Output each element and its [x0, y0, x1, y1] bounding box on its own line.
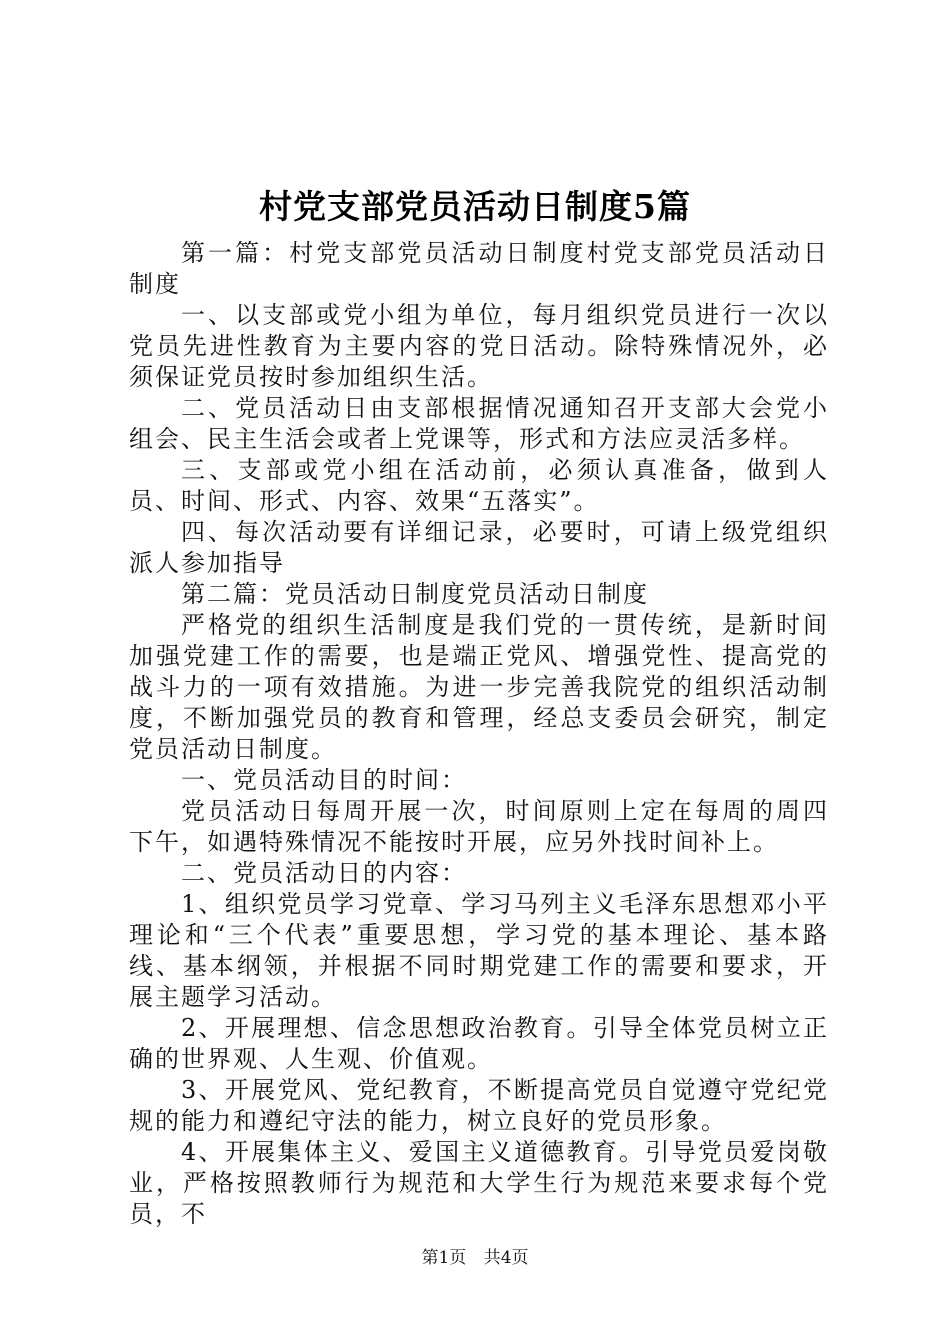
paragraph: 第一篇：村党支部党员活动日制度村党支部党员活动日制度 [129, 239, 829, 298]
paragraph: 二、党员活动日由支部根据情况通知召开支部大会党小组会、民主生活会或者上党课等，形式和方法应灵活多样。 [129, 394, 829, 453]
paragraph: 三、支部或党小组在活动前，必须认真准备，做到人员、时间、形式、内容、效果“五落实”。 [129, 456, 829, 515]
paragraph: 3、开展党风、党纪教育，不断提高党员自觉遵守党纪党规的能力和遵纪守法的能力，树立良好的党员形象。 [129, 1076, 829, 1135]
paragraph: 1、组织党员学习党章、学习马列主义毛泽东思想邓小平理论和“三个代表”重要思想，学习党的基本理论、基本路线、基本纲领，并根据不同时期党建工作的需要和要求，开展主题学习活动。 [129, 890, 829, 1011]
paragraph: 一、党员活动目的时间： [181, 766, 467, 794]
document-title: 村党支部党员活动日制度5篇 [259, 187, 691, 226]
paragraph: 第二篇：党员活动日制度党员活动日制度 [181, 580, 649, 608]
paragraph: 严格党的组织生活制度是我们党的一贯传统，是新时间加强党建工作的需要，也是端正党风、增强党性、提高党的战斗力的一项有效措施。为进一步完善我院党的组织活动制度，不断加强党员的教育和管理，经总支委员会研究，制定党员活动日制度。 [129, 611, 829, 763]
paragraph: 2、开展理想、信念思想政治教育。引导全体党员树立正确的世界观、人生观、价值观。 [129, 1014, 829, 1073]
page-footer [0, 1243, 950, 1268]
paragraph: 二、党员活动日的内容： [181, 859, 467, 887]
paragraph: 4、开展集体主义、爱国主义道德教育。引导党员爱岗敬业，严格按照教师行为规范和大学生行为规范来要求每个党员，不 [129, 1138, 829, 1228]
page-number: 第1页 [421, 1248, 467, 1268]
paragraph: 一、以支部或党小组为单位，每月组织党员进行一次以党员先进性教育为主要内容的党日活动。除特殊情况外，必须保证党员按时参加组织生活。 [129, 301, 829, 391]
document-body [129, 238, 829, 1230]
paragraph: 党员活动日每周开展一次，时间原则上定在每周的周四下午，如遇特殊情况不能按时开展，应另外找时间补上。 [129, 797, 829, 856]
paragraph: 四、每次活动要有详细记录，必要时，可请上级党组织派人参加指导 [129, 518, 829, 577]
page-total: 共4页 [483, 1248, 529, 1268]
